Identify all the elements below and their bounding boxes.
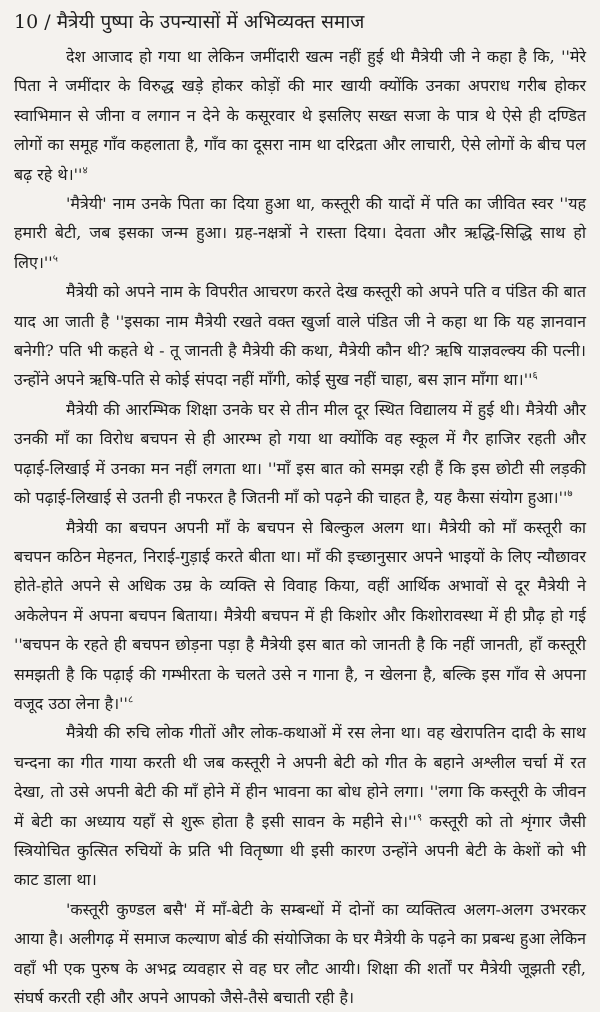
footnote-marker: ४ [82, 165, 88, 177]
paragraph-3: मैत्रेयी को अपने नाम के विपरीत आचरण करते देख कस्तूरी को अपने पति व पंडित की बात याद आ जाती है ''इसका नाम मैत्रेयी रखते वक्त खुर्जा वाले पंडित जी ने कहा था कि यह ज्ञानवान बनेगी? पति भी कहते थे - तू जानती है मैत्रेयी की कथा, मैत्रेयी कौन थी? ऋषि याज्ञवल्क्य की पत्नी। उन्होंने अपने ऋषि-पति से कोई संपदा नहीं माँगी, कोई सुख नहीं चाहा, बस ज्ञान माँगा था।''$^६$ [14, 282, 586, 390]
footnote-marker: ७ [567, 488, 573, 500]
footnote-marker: ६ [532, 371, 538, 383]
page-number: 10 [14, 11, 39, 33]
running-title: मैत्रेयी पुष्पा के उपन्यासों में अभिव्यक्त समाज [56, 11, 365, 33]
header-separator: / [44, 11, 51, 33]
footnote-marker: ५ [52, 253, 58, 265]
paragraph-5: मैत्रेयी का बचपन अपनी माँ के बचपन से बिल्कुल अलग था। मैत्रेयी को माँ कस्तूरी का बचपन कठिन मेहनत, निराई-गुड़ाई करते बीता था। माँ की इच्छानुसार अपने भाइयों के लिए न्यौछावर होते-होते अपने से अधिक उम्र के व्यक्ति से विवाह किया, वहीं आर्थिक अभावों से दूर मैत्रेयी ने अकेलेपन में अपना बचपन बिताया। मैत्रेयी बचपन में ही किशोर और किशोरावस्था में ही प्रौढ़ हो गई ''बचपन के रहते ही बचपन छोड़ना पड़ा है मैत्रेयी इस बात को जानती है कि नहीं जानती, हाँ कस्तूरी समझती है कि पढ़ाई की गम्भीरता के चलते उसे न गाना है, न खेलना है, बल्कि इस गाँव से अपना वजूद उठा लेना है।''$^८$ [14, 517, 586, 713]
paragraph-2: 'मैत्रेयी' नाम उनके पिता का दिया हुआ था, कस्तूरी की यादों में पति का जीवित स्वर ''यह हमारी बेटी, जब इसका जन्म हुआ। ग्रह-नक्षत्रों ने रास्ता दिया। देवता और ऋद्धि-सिद्धि साथ हो लिए।''$^५$ [14, 194, 586, 272]
paragraph-7: 'कस्तूरी कुण्डल बसै' में माँ-बेटी के सम्बन्धों में दोनों का व्यक्तित्व अलग-अलग उभरकर आया है। अलीगढ़ में समाज कल्याण बोर्ड की संयोजिका के घर मैत्रेयी के पढ़ने का प्रबन्ध हुआ लेकिन वहाँ भी एक पुरुष के अभद्र व्यवहार से वह घर लौट आयी। शिक्षा की शर्तों पर मैत्रेयी जूझती रही, संघर्ष करती रही और अपने आपको जैसे-तैसे बचाती रही है। [14, 899, 586, 1007]
paragraph-1: देश आजाद हो गया था लेकिन जमींदारी खत्म नहीं हुई थी मैत्रेयी जी ने कहा है कि, ''मेरे पिता ने जमींदार के विरुद्ध खड़े होकर कोड़ों की मार खायी क्योंकि उनका अपराध गरीब होकर स्वाभिमान से जीना व लगान न देने के कसूरवार थे इसलिए सख्त सजा के पात्र थे ऐसे ही दण्डित लोगों का समूह गाँव कहलाता है, गाँव का दूसरा नाम था दरिद्रता और लाचारी, ऐसे लोगों के बीच पल बढ़ रहे थे।''$^४$ [14, 47, 586, 184]
running-header [14, 8, 586, 36]
footnote-marker: ९ [416, 812, 423, 824]
paragraph-6: मैत्रेयी की रुचि लोक गीतों और लोक-कथाओं में रस लेना था। वह खेरापतिन दादी के साथ चन्दना का गीत गाया करती थी जब कस्तूरी ने अपनी बेटी को गीत के बहाने अश्लील चर्चा में रत देखा, तो उसे अपनी बेटी की माँ होने में हीन भावना का बोध होने लगा। ''लगा कि कस्तूरी के जीवन में बेटी का अध्याय यहाँ से शुरू होता है इसी सावन के महीने से।''$^९$ कस्तूरी को तो शृंगार जैसी स्त्रियोचित कुत्सित रुचियों के प्रति भी वितृष्णा थी इसी कारण उन्होंने अपनी बेटी के केशों को भी काट डाला था। [14, 723, 586, 890]
paragraph-4: मैत्रेयी की आरम्भिक शिक्षा उनके घर से तीन मील दूर स्थित विद्यालय में हुई थी। मैत्रेयी और उनकी माँ का विरोध बचपन से ही आरम्भ हो गया था क्योंकि वह स्कूल में गैर हाजिर रहती और पढ़ाई-लिखाई में उनका मन नहीं लगता था। ''माँ इस बात को समझ रही हैं कि इस छोटी सी लड़की को पढ़ाई-लिखाई से उतनी ही नफरत है जितनी माँ को पढ़ने की चाहत है, यह कैसा संयोग हुआ।''$^७$ [14, 399, 586, 508]
footnote-marker: ८ [127, 694, 134, 706]
